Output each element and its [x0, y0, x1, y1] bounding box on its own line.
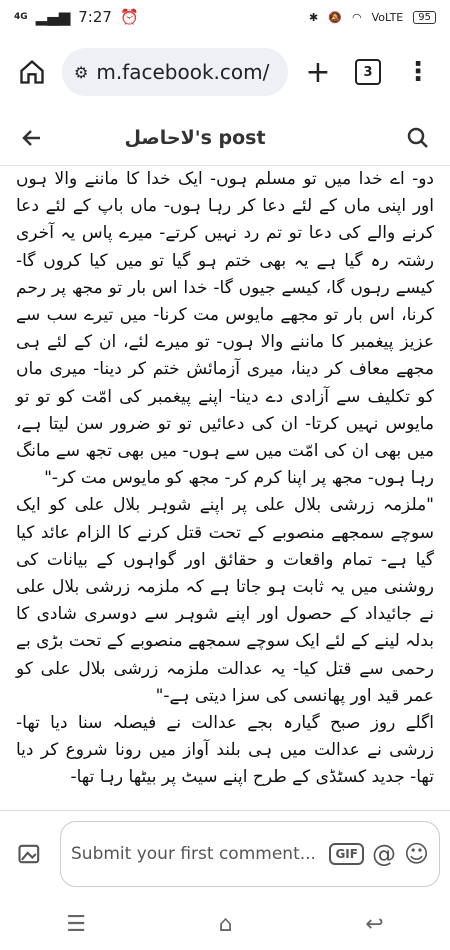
system-nav-bar [0, 898, 450, 950]
signal-icon: ▂▄▆ [35, 8, 71, 26]
tabs-button[interactable] [348, 52, 388, 92]
back-nav-icon[interactable]: ↩ [365, 911, 384, 937]
tab-count: 3 [355, 59, 381, 85]
arrow-left-icon [20, 126, 44, 150]
mute-icon: 🔕 [328, 10, 342, 24]
gif-button[interactable]: GIF [329, 843, 364, 865]
photo-button[interactable] [10, 834, 50, 874]
home-button[interactable] [12, 52, 52, 92]
comment-input[interactable] [60, 821, 440, 887]
address-bar[interactable] [62, 48, 288, 96]
alarm-icon: ⏰ [119, 8, 139, 26]
comment-placeholder: Submit your first comment... [71, 843, 316, 864]
more-vertical-icon: ⋮ [405, 57, 431, 87]
new-tab-button[interactable] [298, 52, 338, 92]
search-icon [406, 126, 430, 150]
url-text: m.facebook.com/ [96, 60, 270, 84]
site-settings-icon[interactable]: ⚙ [74, 62, 89, 82]
recent-apps-icon[interactable]: ☰ [66, 911, 87, 937]
home-icon [18, 58, 46, 86]
mention-icon[interactable]: @ [371, 839, 396, 868]
menu-button[interactable] [398, 52, 438, 92]
home-nav-icon[interactable]: ⌂ [218, 911, 233, 937]
post-content [0, 166, 450, 808]
photo-icon [16, 840, 44, 868]
volte-label: VoLTE [371, 10, 404, 24]
bluetooth-icon: ✱ [309, 10, 319, 24]
wifi-icon: ◠ [351, 10, 362, 24]
post-header [0, 110, 450, 166]
page-title: لاحاصل's post [124, 126, 266, 149]
browser-toolbar [0, 34, 450, 110]
status-time: 7:27 [78, 8, 112, 26]
battery-level: 95 [413, 11, 436, 24]
back-button[interactable] [12, 118, 52, 158]
search-button[interactable] [398, 118, 438, 158]
status-bar [0, 0, 450, 34]
plus-icon: + [305, 54, 331, 90]
post-body-text: دو- اے خدا میں تو مسلم ہوں- ایک خدا کا ماننے والا ہوں اور اپنی ماں کے لئے دعا کر رہا ہوں- ماں باپ کے لئے دعا کرنے والے کی دعا تو تم رد نہیں کرتے- میرے پاس یہ آخری رشتہ رہ گیا ہے یہ بھی ختم ہو گیا تو میں کیا کروں گا- کیسے رہوں گا، کیسے جیوں گا- خدا اس بار تو مجھ پر رحم کرنا، اس بار تو مجھے مایوس مت کرنا- میں تیرے سب سے عزیز پیغمبر کا ماننے والا ہوں- تو میرے لئے، ان کے لئے ہی مجھے معاف کر دینا، میری آزمائش ختم کر دینا- میری ماں کو تکلیف سے آزادی دے دینا- اپنے پیغمبر کی امّت کو تو تو مایوس نہیں کرتا- ان کی دعائیں تو تو ضرور سن لیتا ہے، میں بھی ان کی امّت میں سے ہوں- میں بھی تجھ سے مانگ رہا ہوں- مجھ پر اپنا کرم کر- مجھ کو مایوس مت کر-" "ملزمہ زرشی بلال علی پر اپنے شوہر بلال علی کو ایک سوچے سمجھے منصوبے کے تحت قتل کرنے کا الزام عائد کیا گیا ہے- تمام واقعات و حقائق اور گواہوں کے بیانات کی روشنی میں یہ ثابت ہو جاتا ہے کہ ملزمہ زرشی بلال علی نے جائیداد کے حصول اور اپنے شوہر سے دوسری شادی کا بدلہ لینے کے لئے ایک سوچے سمجھے منصوبے کے تحت بڑی بے رحمی سے قتل کیا- یہ عدالت ملزمہ زرشی بلال علی کو عمر قید اور پھانسی کی سزا دیتی ہے-" اگلے روز صبح گیارہ بجے عدالت نے فیصلہ سنا دیا تھا- زرشی نے عدالت میں ہی بلند آواز میں رونا شروع کر دیا تھا- جدید کسٹڈی کے طرح اپنے سیٹ پر بیٹھا رہا تھا- [16, 169, 434, 788]
comment-composer [0, 810, 450, 896]
network-type: 4G [14, 11, 28, 22]
emoji-icon[interactable]: ☺ [403, 839, 429, 868]
